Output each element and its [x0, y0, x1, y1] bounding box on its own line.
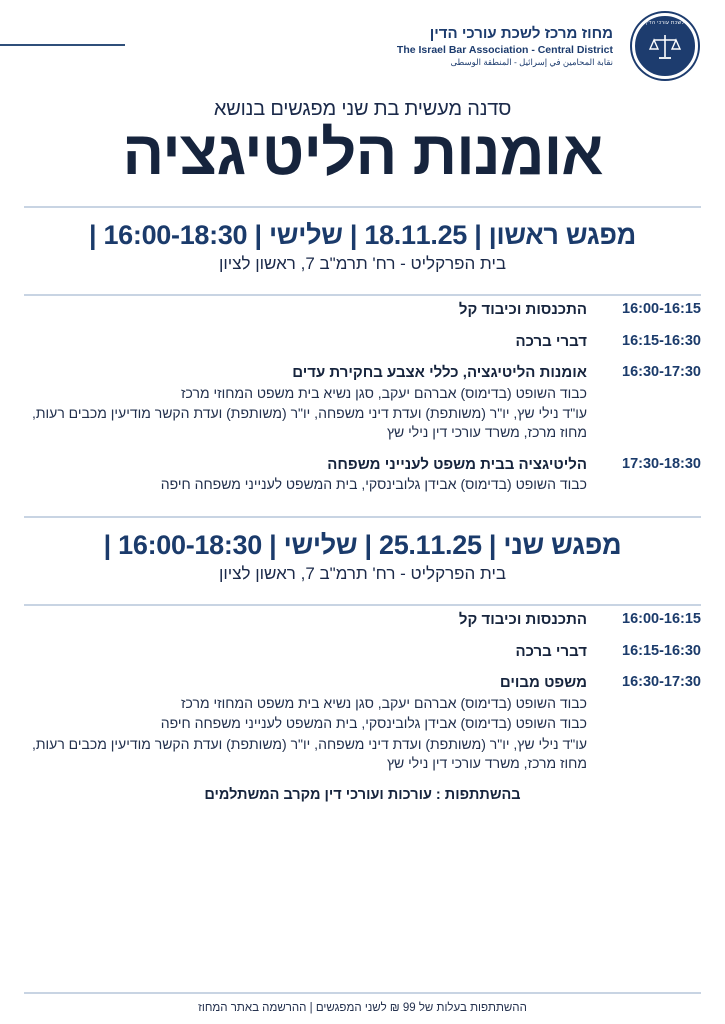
- participants-note: בהשתתפות : עורכות ועורכי דין מקרב המשתלמים: [204, 787, 521, 804]
- session-1-location: בית הפרקליט - רח' תרמ"ב 7, ראשון לציון: [218, 254, 507, 274]
- session-1-title: מפגש ראשון | 18.11.25 | שלישי | 16:00-18:30 |: [89, 220, 636, 251]
- agenda-content: [24, 332, 597, 352]
- agenda-item-speaker: עו"ד נילי שץ, יו"ר (משותפת) ועדת דיני משפחה, יו"ר (משותפת) ועדת הקשר מודיעין מכבים רעות, מחוז מרכז, משרד עורכי דין נילי שץ: [31, 404, 587, 441]
- agenda-row: [24, 332, 701, 352]
- session-2-title: מפגש שני | 25.11.25 | שלישי | 16:00-18:30 |: [103, 530, 622, 561]
- agenda-content: [24, 673, 597, 773]
- document-header: [0, 0, 725, 92]
- agenda-content: [24, 300, 597, 320]
- agenda-time: 16:00-16:15: [622, 301, 701, 318]
- agenda-content: [24, 610, 597, 630]
- agenda-content: [24, 455, 597, 495]
- agenda-row: [24, 300, 701, 320]
- agenda-row: [24, 610, 701, 630]
- org-name-arabic: نقابة المحامين في إسرائيل - المنطقة الوسطى: [450, 56, 613, 67]
- agenda-item-speaker: כבוד השופט (בדימוס) אבידן גלובינסקי, בית המשפט לענייני משפחה חיפה: [160, 476, 587, 493]
- agenda-time: 16:15-16:30: [622, 332, 701, 349]
- agenda-time: 16:30-17:30: [622, 364, 701, 381]
- session-1-header: [0, 208, 725, 284]
- footer-note: ההשתתפות בעלות של 99 ₪ לשני המפגשים | ההרשמה באתר המחוז: [24, 992, 701, 1024]
- spacer: [0, 805, 725, 992]
- agenda-item-title: הליטיגציה בבית משפט לענייני משפחה: [327, 455, 587, 473]
- title-block: [0, 92, 725, 196]
- agenda-item-title: התכנסות וכיבוד קל: [458, 301, 587, 319]
- header-divider-line: [0, 44, 125, 46]
- agenda-item-speaker: כבוד השופט (בדימוס) אבידן גלובינסקי, בית המשפט לענייני משפחה חיפה: [160, 715, 587, 732]
- agenda-item-title: אומנות הליטיגציה, כללי אצבע בחקירת עדים: [292, 364, 587, 382]
- agenda-time: 17:30-18:30: [622, 455, 701, 472]
- agenda-row: [24, 455, 701, 495]
- agenda-item-speaker: עו"ד נילי שץ, יו"ר (משותפת) ועדת דיני משפחה, יו"ר (משותפת) ועדת הקשר מודיעין מכבים רעות, מחוז מרכז, משרד עורכי דין נילי שץ: [31, 735, 587, 771]
- org-name-hebrew: מחוז מרכז לשכת עורכי הדין: [429, 24, 613, 42]
- page-title: אומנות הליטיגציה: [122, 119, 603, 188]
- bar-association-logo: [619, 0, 711, 92]
- agenda-row: [24, 363, 701, 442]
- agenda-item-title: דברי ברכה: [515, 332, 587, 350]
- org-name-english: The Israel Bar Association - Central District: [396, 43, 613, 56]
- session-1-agenda: [0, 296, 725, 506]
- agenda-row: [24, 673, 701, 773]
- agenda-content: [24, 363, 597, 442]
- agenda-row: [24, 642, 701, 662]
- agenda-time: 16:00-16:15: [622, 611, 701, 628]
- event-subtitle: סדנה מעשית בת שני מפגשים בנושא: [213, 98, 512, 120]
- organization-name-block: [397, 25, 619, 68]
- agenda-item-title: משפט מבוים: [499, 674, 587, 692]
- agenda-item-speaker: כבוד השופט (בדימוס) אברהם יעקב, סגן נשיא בית משפט המחוזי מרכז: [181, 694, 587, 711]
- agenda-item-title: דברי ברכה: [515, 642, 587, 660]
- seal-ring-text: לשכת עורכי הדין: [645, 20, 685, 26]
- agenda-item-speaker: כבוד השופט (בדימוס) אברהם יעקב, סגן נשיא בית משפט המחוזי מרכז: [181, 384, 587, 401]
- session-2-header: [0, 518, 725, 594]
- agenda-time: 16:30-17:30: [622, 674, 701, 691]
- agenda-time: 16:15-16:30: [622, 642, 701, 659]
- agenda-content: [24, 642, 597, 662]
- agenda-item-title: התכנסות וכיבוד קל: [458, 611, 587, 629]
- scales-of-justice-icon: [632, 13, 698, 79]
- session-2-location: בית הפרקליט - רח' תרמ"ב 7, ראשון לציון: [218, 564, 507, 584]
- session-2-agenda: [0, 606, 725, 805]
